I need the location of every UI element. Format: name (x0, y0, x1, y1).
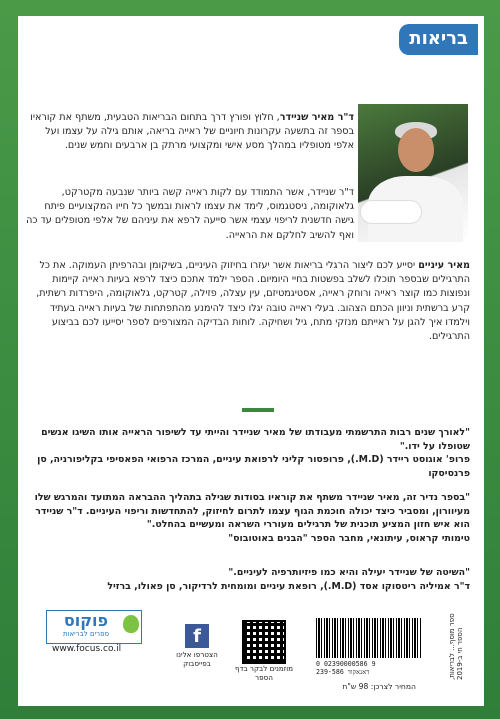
third-paragraph-text: יסייע לכם ליצור הרגלי בריאות אשר יעזרו בחיזוק העיניים, בשיקומן ובהרפיתן העמוקה. את כל התרגילים שבספר תוכלו לשלב בפשטות בחיי היומיום. הספר ילמד אתכם כיצד לרפא בעיות ראייה קיימות ונפוצות כמו קוצר ראייה ורוחק ראייה, אסטיגמטיזם, עין עצלה, פזילה, קטרקט, גלאוקומה, היפרדות רשתית, קרע ברשתית וניוון הכתם הצהוב. בעלי ראייה טובה יגלו כיצד להימנע מהתפתחות של בעיות ראייה בעתיד וילמדו איך להגן על ראייתם מנזקי מתח, גיל ושחיקה. לוחות הבדיקה המצורפים לספר יסייעו לכם בביצוע התרגילים. (36, 260, 470, 343)
publisher-logo (46, 610, 142, 644)
quote-author: פרופ' אוגוסט ריידר (M.D.), פרופסור קליני לרפואת עיניים, המרכז הרפואי הפאסיפי בקליפורניה, סן פרנסיסקו (37, 454, 470, 479)
barcode-isbn: 239-586 דאנאקוד (316, 668, 370, 676)
intro-text: , חלוץ ופורץ דרך בתחום הבריאות הטבעית, משתף את קוראיו בספר זה בתשעה עקרונות חיוניים של ראייה בריאה, אותם גילה על עצמו ועל אלפי מטופליו במהלך מסע אישי ומקצועי מרתק בן ארבעים וחמש שנים. (30, 112, 354, 152)
barcode (316, 618, 422, 658)
third-paragraph (24, 259, 470, 344)
quote-block (24, 566, 470, 593)
quote-text: "בספר נדיר זה, מאיר שניידר משתף את קוראיו בסודות שגילה בתהליך ההבראה המתועד והמרגש שלו מעיוורון, ומסביר כיצד יכולה חוכמת הגוף עצמו לתרום לחיזוק, להתחדשות וריפוי העיניים. ד"ר שניידר הוא איש חזון המציע תוכנית של תרגילים מעוררי השראה ומעשיים בהחלט." (34, 492, 470, 531)
barcode-digits: 0 02390000586 9 (316, 660, 376, 668)
quote-block (24, 491, 470, 545)
second-paragraph: ד"ר שניידר, אשר התמודד עם לקות ראייה קשה ביותר שנבעה מקטרקט, גלאוקומה, ניסטגמוס, לימד את עצמו לראות ובמשך כל חייו המקצועיים פיתח גישה חדשנית לריפוי עצמי אשר סייעה לרפא את עיניהם של אלפי מטופלים עד כה ואף להשיב לחלקם את הראייה. (26, 187, 354, 241)
consumer-price: המחיר לצרכן: 98 ש"ח (342, 682, 416, 691)
vertical-credit-text: ספר מוסף... לבריאות, הספר חי ב-2019 (448, 613, 464, 680)
publisher-logo-text: פוקוס (63, 611, 109, 630)
cover-panel (18, 16, 484, 706)
quote-text: "לאורך שנים רבות התרשמתי מעבודתו של מאיר שניידר והייתי עד לשיפור הראייה אותו השיגו אנשים שטופלו על ידו." (41, 427, 470, 452)
book-title: מאיר עיניים (418, 260, 470, 271)
facebook-icon[interactable]: f (185, 624, 209, 648)
publisher-tagline: ספרים לבריאות (62, 630, 110, 638)
author-photo (358, 104, 468, 242)
quote-block (24, 426, 470, 480)
qr-code[interactable] (242, 620, 286, 664)
quote-author: ד"ר אמיליה ריטסוקו אסד (M.D.), רופאת עיניים ומומחית לרדיקור, סן פאולו, ברזיל (107, 580, 470, 592)
intro-author-name: ד"ר מאיר שניידר (279, 112, 354, 123)
qr-caption: מוזמנים לבקר בדף הספר (234, 664, 294, 682)
barcode-numbers (316, 660, 422, 676)
publisher-url[interactable]: www.focus.co.il (52, 644, 122, 654)
author-arm (360, 200, 422, 224)
author-face (398, 128, 434, 172)
intro-paragraph (24, 111, 354, 154)
section-divider (242, 408, 274, 412)
quote-text: "השיטה של שניידר יעילה והיא כמו פיזיותרפיה לעיניים." (228, 567, 470, 578)
apple-icon (123, 615, 139, 633)
facebook-caption: הצטרפו אלינו בפייסבוק (176, 650, 218, 668)
category-badge: בריאות (399, 24, 478, 55)
quote-author: טימותי קראוס, עיתונאי, מחבר הספר "הבנים באוטובוס" (228, 532, 470, 544)
